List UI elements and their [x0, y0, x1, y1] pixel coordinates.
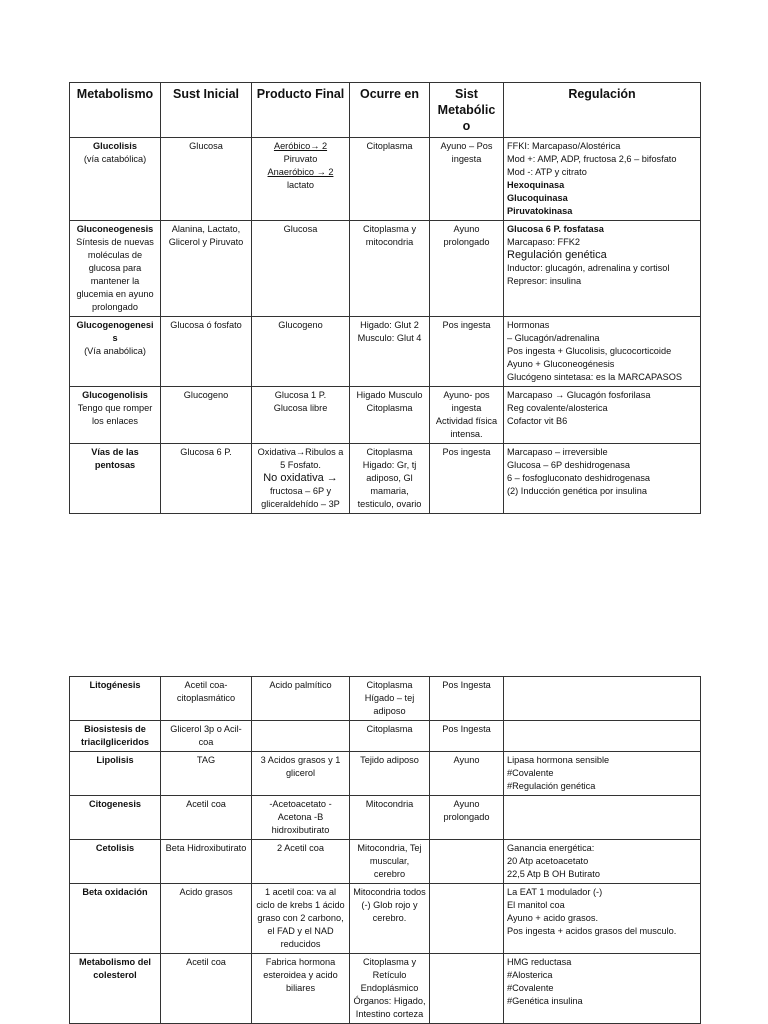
cell-regulacion — [504, 840, 701, 884]
header-producto-final: Producto Final — [252, 83, 350, 138]
producto-line: Glucosa — [283, 224, 318, 234]
cell-sist-metabolico: Ayuno prolongado — [430, 796, 504, 840]
cell-sust-inicial: Glucosa — [161, 138, 252, 221]
cell-sust-inicial: Alanina, Lactato, Glicerol y Piruvato — [161, 221, 252, 317]
regulacion-line: #Covalente — [507, 983, 554, 993]
cell-sist-metabolico — [430, 954, 504, 1024]
cell-ocurre-en: Mitocondria, Tej muscular, cerebro — [350, 840, 430, 884]
regulacion-line: El manitol coa — [507, 900, 565, 910]
cell-metabolismo: Litogénesis — [70, 677, 161, 721]
cell-ocurre-en: Citoplasma y mitocondria — [350, 221, 430, 317]
cell-metabolismo: Metabolismo del colesterol — [70, 954, 161, 1024]
cell-sist-metabolico: Ayuno- pos ingesta Actividad física intensa. — [430, 387, 504, 444]
regulacion-line: Ayuno + acido grasos. — [507, 913, 598, 923]
cell-sust-inicial: Glucosa ó fosfato — [161, 317, 252, 387]
regulacion-line: Marcapaso – irreversible — [507, 447, 608, 457]
regulacion-line: #Covalente — [507, 768, 554, 778]
cell-regulacion — [504, 138, 701, 221]
cell-regulacion — [504, 954, 701, 1024]
cell-metabolismo — [70, 387, 161, 444]
regulacion-line: – Glucagón/adrenalina — [507, 333, 600, 343]
cell-sust-inicial: Acetil coa — [161, 796, 252, 840]
cell-metabolismo — [70, 317, 161, 387]
metabolism-name: Glucolisis — [93, 141, 137, 151]
cell-sist-metabolico — [430, 840, 504, 884]
cell-metabolismo — [70, 444, 161, 514]
regulacion-line: Mod -: ATP y citrato — [507, 167, 587, 177]
regulacion-line: 6 – fosfogluconato deshidrogenasa — [507, 473, 651, 483]
cell-ocurre-en: Mitocondria — [350, 796, 430, 840]
header-sust-inicial: Sust Inicial — [161, 83, 252, 138]
cell-metabolismo: Biosistesis de triacilgliceridos — [70, 721, 161, 752]
cell-metabolismo — [70, 138, 161, 221]
table-row — [70, 752, 701, 796]
cell-sust-inicial: Glucosa 6 P. — [161, 444, 252, 514]
cell-sust-inicial: TAG — [161, 752, 252, 796]
producto-line: Anaeróbico → 2 — [267, 167, 334, 177]
regulacion-line: Lipasa hormona sensible — [507, 755, 610, 765]
cell-ocurre-en: Citoplasma y Retículo Endoplásmico Órganos: Higado, Intestino corteza — [350, 954, 430, 1024]
metabolism-name: Gluconeogenesis — [76, 224, 154, 234]
table-row — [70, 138, 701, 221]
regulacion-line: Piruvatokinasa — [507, 206, 573, 216]
regulacion-line: Hormonas — [507, 320, 550, 330]
cell-producto-final — [252, 138, 350, 221]
producto-line: fructosa – 6P y gliceraldehído – 3P — [261, 486, 340, 509]
regulacion-line: 20 Atp acetoacetato — [507, 856, 589, 866]
table-row — [70, 317, 701, 387]
cell-metabolismo: Cetolisis — [70, 840, 161, 884]
regulacion-line: La EAT 1 modulador (-) — [507, 887, 603, 897]
cell-ocurre-en: Higado: Glut 2 Musculo: Glut 4 — [350, 317, 430, 387]
cell-regulacion — [504, 444, 701, 514]
regulacion-line: Cofactor vit B6 — [507, 416, 568, 426]
metabolism-description: (vía catabólica) — [83, 154, 147, 164]
regulacion-line: #Genética insulina — [507, 996, 583, 1006]
cell-ocurre-en: Citoplasma — [350, 721, 430, 752]
cell-metabolismo — [70, 221, 161, 317]
cell-regulacion — [504, 721, 701, 752]
cell-regulacion — [504, 752, 701, 796]
regulacion-line: Glucoquinasa — [507, 193, 568, 203]
cell-producto-final — [252, 221, 350, 317]
cell-sist-metabolico: Ayuno — [430, 752, 504, 796]
cell-sust-inicial: Glicerol 3p o Acil-coa — [161, 721, 252, 752]
regulacion-line: Marcapaso: FFK2 — [507, 237, 581, 247]
cell-sist-metabolico — [430, 884, 504, 954]
metabolism-description: Síntesis de nuevas moléculas de glucosa para mantener la glucemia en ayuno prolongado — [76, 237, 154, 312]
producto-line: Glucosa libre — [273, 403, 328, 413]
regulacion-line: Glucógeno sintetasa: es la MARCAPASOS — [507, 372, 682, 382]
cell-sist-metabolico: Ayuno – Pos ingesta — [430, 138, 504, 221]
cell-sust-inicial: Acetil coa — [161, 954, 252, 1024]
cell-regulacion — [504, 221, 701, 317]
table-row — [70, 721, 701, 752]
cell-ocurre-en: Tejido adiposo — [350, 752, 430, 796]
header-regulacion: Regulación — [504, 83, 701, 138]
cell-producto-final: 2 Acetil coa — [252, 840, 350, 884]
header-metabolismo: Metabolismo — [70, 83, 161, 138]
cell-regulacion — [504, 884, 701, 954]
regulacion-line: Ayuno + Gluconeogénesis — [507, 359, 615, 369]
header-ocurre-en: Ocurre en — [350, 83, 430, 138]
cell-sist-metabolico: Pos Ingesta — [430, 721, 504, 752]
cell-producto-final — [252, 317, 350, 387]
producto-line: No oxidativa → — [263, 472, 338, 484]
producto-line: lactato — [286, 180, 315, 190]
cell-sist-metabolico: Pos ingesta — [430, 444, 504, 514]
regulacion-line: Glucosa – 6P deshidrogenasa — [507, 460, 630, 470]
regulacion-line: 22,5 Atp B OH Butirato — [507, 869, 600, 879]
producto-line: Oxidativa→Ribulos a 5 Fosfato. — [257, 447, 344, 470]
regulacion-line: #Regulación genética — [507, 781, 596, 791]
regulacion-line: Represor: insulina — [507, 276, 582, 286]
cell-metabolismo: Citogenesis — [70, 796, 161, 840]
cell-ocurre-en: Citoplasma — [350, 138, 430, 221]
metabolism-description: (Vía anabólica) — [84, 346, 146, 356]
regulacion-line: Pos ingesta + acidos grasos del musculo. — [507, 926, 677, 936]
cell-sist-metabolico: Pos Ingesta — [430, 677, 504, 721]
producto-line: Glucosa 1 P. — [274, 390, 327, 400]
cell-regulacion — [504, 387, 701, 444]
cell-producto-final: -Acetoacetato -Acetona -B hidroxibutirato — [252, 796, 350, 840]
regulacion-line: Hexoquinasa — [507, 180, 565, 190]
cell-ocurre-en: Mitocondria todos (-) Glob rojo y cerebro. — [350, 884, 430, 954]
table-row — [70, 840, 701, 884]
cell-producto-final — [252, 444, 350, 514]
cell-producto-final: 3 Acidos grasos y 1 glicerol — [252, 752, 350, 796]
cell-sist-metabolico: Ayuno prolongado — [430, 221, 504, 317]
cell-regulacion — [504, 317, 701, 387]
table-header-row — [70, 83, 701, 138]
cell-producto-final — [252, 721, 350, 752]
metabolism-table-lipids — [69, 676, 701, 1024]
table-row — [70, 387, 701, 444]
cell-producto-final: Fabrica hormona esteroidea y acido biliares — [252, 954, 350, 1024]
producto-line: Aeróbico→ 2 — [273, 141, 328, 151]
cell-sust-inicial: Beta Hidroxibutirato — [161, 840, 252, 884]
regulacion-line: (2) Inducción genética por insulina — [507, 486, 647, 496]
cell-sust-inicial: Glucogeno — [161, 387, 252, 444]
table-row — [70, 221, 701, 317]
header-sist-metabolico: Sist Metabólic o — [430, 83, 504, 138]
producto-line: Glucogeno — [278, 320, 323, 330]
metabolism-name: Glucogenolisis — [82, 390, 148, 400]
cell-sust-inicial: Acetil coa-citoplasmático — [161, 677, 252, 721]
regulacion-line: HMG reductasa — [507, 957, 572, 967]
cell-ocurre-en: Citoplasma Hígado – tej adiposo — [350, 677, 430, 721]
cell-sist-metabolico: Pos ingesta — [430, 317, 504, 387]
cell-metabolismo: Lipolisis — [70, 752, 161, 796]
producto-line: Piruvato — [283, 154, 318, 164]
regulacion-line: Glucosa 6 P. fosfatasa — [507, 224, 604, 234]
table-row — [70, 677, 701, 721]
regulacion-line: Regulación genética — [507, 249, 607, 261]
cell-metabolismo: Beta oxidación — [70, 884, 161, 954]
cell-producto-final: Acido palmítico — [252, 677, 350, 721]
cell-ocurre-en: Higado Musculo Citoplasma — [350, 387, 430, 444]
cell-regulacion — [504, 677, 701, 721]
cell-ocurre-en: Citoplasma Higado: Gr, tj adiposo, Gl mamaria, testiculo, ovario — [350, 444, 430, 514]
metabolism-description: Tengo que romper los enlaces — [77, 403, 153, 426]
metabolism-name: Vías de las pentosas — [91, 447, 139, 470]
table-row — [70, 954, 701, 1024]
table-row — [70, 796, 701, 840]
table-row — [70, 884, 701, 954]
cell-regulacion — [504, 796, 701, 840]
table-row — [70, 444, 701, 514]
regulacion-line: Mod +: AMP, ADP, fructosa 2,6 – bifosfato — [507, 154, 677, 164]
regulacion-line: Marcapaso → Glucagón fosforilasa — [507, 390, 651, 400]
regulacion-line: #Alosterica — [507, 970, 553, 980]
cell-producto-final: 1 acetil coa: va al ciclo de krebs 1 ácido graso con 2 carbono, el FAD y el NAD reducidos — [252, 884, 350, 954]
regulacion-line: Reg covalente/alosterica — [507, 403, 608, 413]
metabolism-table-carbohydrates — [69, 82, 701, 514]
cell-sust-inicial: Acido grasos — [161, 884, 252, 954]
cell-producto-final — [252, 387, 350, 444]
metabolism-name: Glucogenogenesi s — [76, 320, 154, 343]
regulacion-line: Ganancia energética: — [507, 843, 595, 853]
regulacion-line: Pos ingesta + Glucolisis, glucocorticoide — [507, 346, 672, 356]
regulacion-line: FFKI: Marcapaso/Alostérica — [507, 141, 621, 151]
regulacion-line: Inductor: glucagón, adrenalina y cortisol — [507, 263, 670, 273]
